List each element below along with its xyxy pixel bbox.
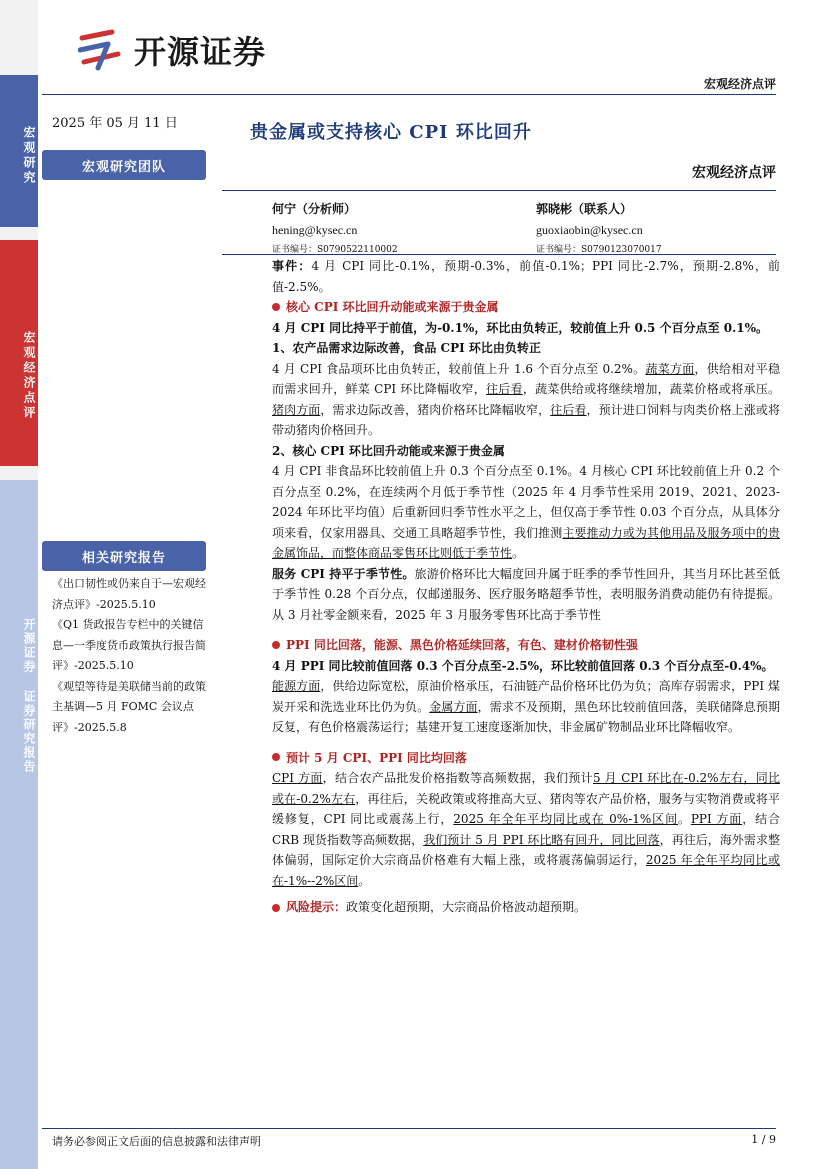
- risk-text: 政策变化超预期，大宗商品价格波动超预期。: [346, 900, 587, 914]
- services-lead: 服务 CPI 持平于季节性。: [272, 566, 415, 581]
- text-run: ，蔬菜供给或将继续增加，蔬菜价格或将承压。: [522, 382, 780, 396]
- analyst-1-cert: 证书编号：S0790522110002: [272, 245, 398, 255]
- underlined-text: PPI 方面: [690, 812, 743, 826]
- page-number: 1 / 9: [751, 1133, 776, 1146]
- underlined-text: 金属方面: [429, 699, 478, 714]
- event-text: 4 月 CPI 同比-0.1%，预期-0.3%，前值-0.1%；PPI 同比-2.7%，预期-2.8%，前值-2.5%。: [272, 259, 780, 294]
- underlined-text: CPI 方面: [272, 771, 323, 785]
- company-logo: [78, 28, 266, 72]
- related-heading: 相关研究报告: [42, 541, 206, 571]
- section-3-title: 预计 5 月 CPI、PPI 同比均回落: [286, 750, 467, 765]
- sidebar-top-label: 宏观研究: [22, 125, 36, 186]
- bullet-icon: [272, 641, 280, 649]
- sidebar-mid-label: 宏观经济点评: [22, 331, 36, 421]
- section-1-lead: 4 月 CPI 同比持平于前值，为-0.1%，环比由负转正，较前值上升 0.5 个百分点至 0.1%。: [272, 320, 769, 335]
- analyst-2: [536, 200, 662, 255]
- event-paragraph: [272, 256, 780, 297]
- section-1-title: 核心 CPI 环比回升动能或来源于贵金属: [286, 300, 499, 314]
- underlined-text: 猪肉方面: [272, 402, 321, 417]
- sidebar: [0, 0, 38, 1169]
- section-2-paragraph: [272, 676, 780, 738]
- text-run: ，供给相对平稳而需求回升，鲜菜 CPI 环比降幅收窄，: [272, 361, 780, 396]
- related-report-item[interactable]: 《出口韧性或仍来自于—宏观经济点评》-2025.5.10: [52, 577, 206, 611]
- report-body: [272, 256, 780, 918]
- header-report-type: 宏观经济点评: [703, 77, 776, 91]
- text-run: 。: [358, 873, 371, 888]
- risk-label: 风险提示：: [286, 900, 347, 914]
- bullet-icon: [272, 904, 280, 912]
- text-run: ，结合 CRB 现货指数等高频数据，: [272, 812, 780, 847]
- analyst-1-name: 何宁（分析师）: [272, 202, 357, 216]
- underlined-text: 蔬菜方面: [645, 361, 695, 376]
- analyst-1: [272, 200, 398, 255]
- analyst-2-cert: 证书编号：S0790123070017: [536, 245, 662, 255]
- analyst-2-email[interactable]: guoxiaobin@kysec.cn: [536, 223, 643, 237]
- section-1-heading: [272, 297, 780, 318]
- footer-disclaimer: 请务必参阅正文后面的信息披露和法律声明: [52, 1135, 261, 1148]
- sidebar-bottom-label: 开源证券 证券研究报告: [22, 618, 36, 774]
- related-report-item[interactable]: 《观望等待是美联储当前的政策主基调—5 月 FOMC 会议点评》-2025.5.8: [52, 679, 206, 734]
- team-heading: 宏观研究团队: [42, 150, 206, 180]
- text-run: 。: [512, 546, 525, 560]
- title-divider: [222, 190, 776, 191]
- text-run: ，再往后，关税政策或将推高大豆、猪肉等农产品价格，服务与实物消费或将平缓修复，CPI 同比或震荡上行，: [272, 791, 780, 826]
- section-3-paragraph: [272, 768, 780, 891]
- analyst-2-name: 郭晓彬（联系人）: [536, 202, 633, 216]
- header-divider: [42, 94, 776, 95]
- page-title: 贵金属或支持核心 CPI 环比回升: [250, 122, 532, 143]
- text-run: 。: [677, 812, 691, 826]
- event-label: 事件：: [272, 259, 312, 273]
- footer-divider: [42, 1128, 776, 1129]
- text-run: ，结合农产品批发价格指数等高频数据，我们预计: [322, 771, 593, 785]
- related-reports-list: [52, 574, 212, 738]
- text-run: ，供给边际宽松，原油价格承压，石油链产品价格环比仍为负；高库存弱需求，PPI 煤炭开采和洗选业环比仍为负。: [272, 679, 780, 714]
- underlined-text: 我们预计 5 月 PPI 环比略有回升，同比回落: [423, 832, 660, 847]
- sub-2-title: 2、核心 CPI 环比回升动能或来源于贵金属: [272, 443, 505, 458]
- sub-1-paragraph: [272, 359, 780, 441]
- underlined-text: 2025 年全年平均同比或在-1%--2%区间: [272, 853, 780, 888]
- company-name: 开源证券: [134, 33, 267, 71]
- page-subtitle: 宏观经济点评: [692, 165, 776, 181]
- text-run: ，需求边际改善，猪肉价格环比降幅收窄，: [320, 402, 551, 417]
- text-run: ，需求不及预期，黑色环比较前值回落，美联储降息预期反复，有色价格震荡运行；基建开复工速度逐渐加快，非金属矿物制品业环比降幅收窄。: [272, 699, 780, 734]
- report-date: 2025 年 05 月 11 日: [52, 116, 178, 131]
- text-run: ，再往后，海外需求整体偏弱，国际定价大宗商品价格难有大幅上涨，或将震荡偏弱运行，: [272, 832, 780, 867]
- sub-1-title: 1、农产品需求边际改善，食品 CPI 环比由负转正: [272, 341, 541, 355]
- bullet-icon: [272, 753, 280, 761]
- analyst-1-email[interactable]: hening@kysec.cn: [272, 223, 358, 237]
- underlined-text: 能源方面: [272, 679, 321, 693]
- section-2-lead: 4 月 PPI 同比较前值回落 0.3 个百分点至-2.5%，环比较前值回落 0.3 个百分点至-0.4%。: [272, 658, 774, 673]
- risk-paragraph: [272, 897, 780, 918]
- section-2-title: PPI 同比回落，能源、黑色价格延续回落，有色、建材价格韧性强: [286, 638, 638, 652]
- underlined-text: 往后看: [486, 382, 523, 396]
- sub-2-paragraph: [272, 461, 780, 564]
- text-run: 4 月 CPI 食品项环比由负转正，较前值上升 1.6 个百分点至 0.2%。: [272, 361, 646, 376]
- underlined-text: 5 月 CPI 环比在-0.2%左右，同比或在-0.2%左右: [272, 771, 780, 806]
- sidebar-bottom-block: [0, 480, 38, 1169]
- related-report-item[interactable]: 《Q1 货政报告专栏中的关键信息—一季度货币政策执行报告简评》-2025.5.10: [52, 618, 206, 672]
- analyst-divider: [222, 254, 776, 255]
- underlined-text: 主要推动力或为其他用品及服务项中的贵金属饰品，而整体商品零售环比则低于季节性: [272, 525, 780, 560]
- text-run: 4 月 CPI 非食品环比较前值上升 0.3 个百分点至 0.1%。4 月核心 CPI 环比较前值上升 0.2 个百分点至 0.2%，在连续两个月低于季节性（2025 年 4 月季节性采用 2019、2021、2023-2024 年环比平均值）后重新回归季节性水平之上，但仅高于季节性 0.03 个百分点，从具体分项来看，仅家用器具、交通工具略超季节性，我们推测: [272, 464, 780, 540]
- logo-mark-icon: [78, 28, 124, 72]
- underlined-text: 2025 年全年平均同比或在 0%-1%区间: [453, 812, 678, 826]
- section-3-heading: [272, 748, 780, 769]
- text-run: 旅游价格环比大幅度回升属于旺季的季节性回升，其当月环比甚至低于季节性 0.28 个百分点，仅邮递服务、医疗服务略超季节性，表明服务消费动能仍有待提振。从 3 月社零金额来看，2025 年 3 月服务零售环比高于季节性: [272, 566, 780, 622]
- bullet-icon: [272, 303, 280, 311]
- section-2-heading: [272, 635, 780, 656]
- services-paragraph: [272, 564, 780, 626]
- text-run: ，预计进口饲料与肉类价格上涨或将带动猪肉价格回升。: [272, 402, 780, 437]
- underlined-text: 往后看: [550, 402, 587, 417]
